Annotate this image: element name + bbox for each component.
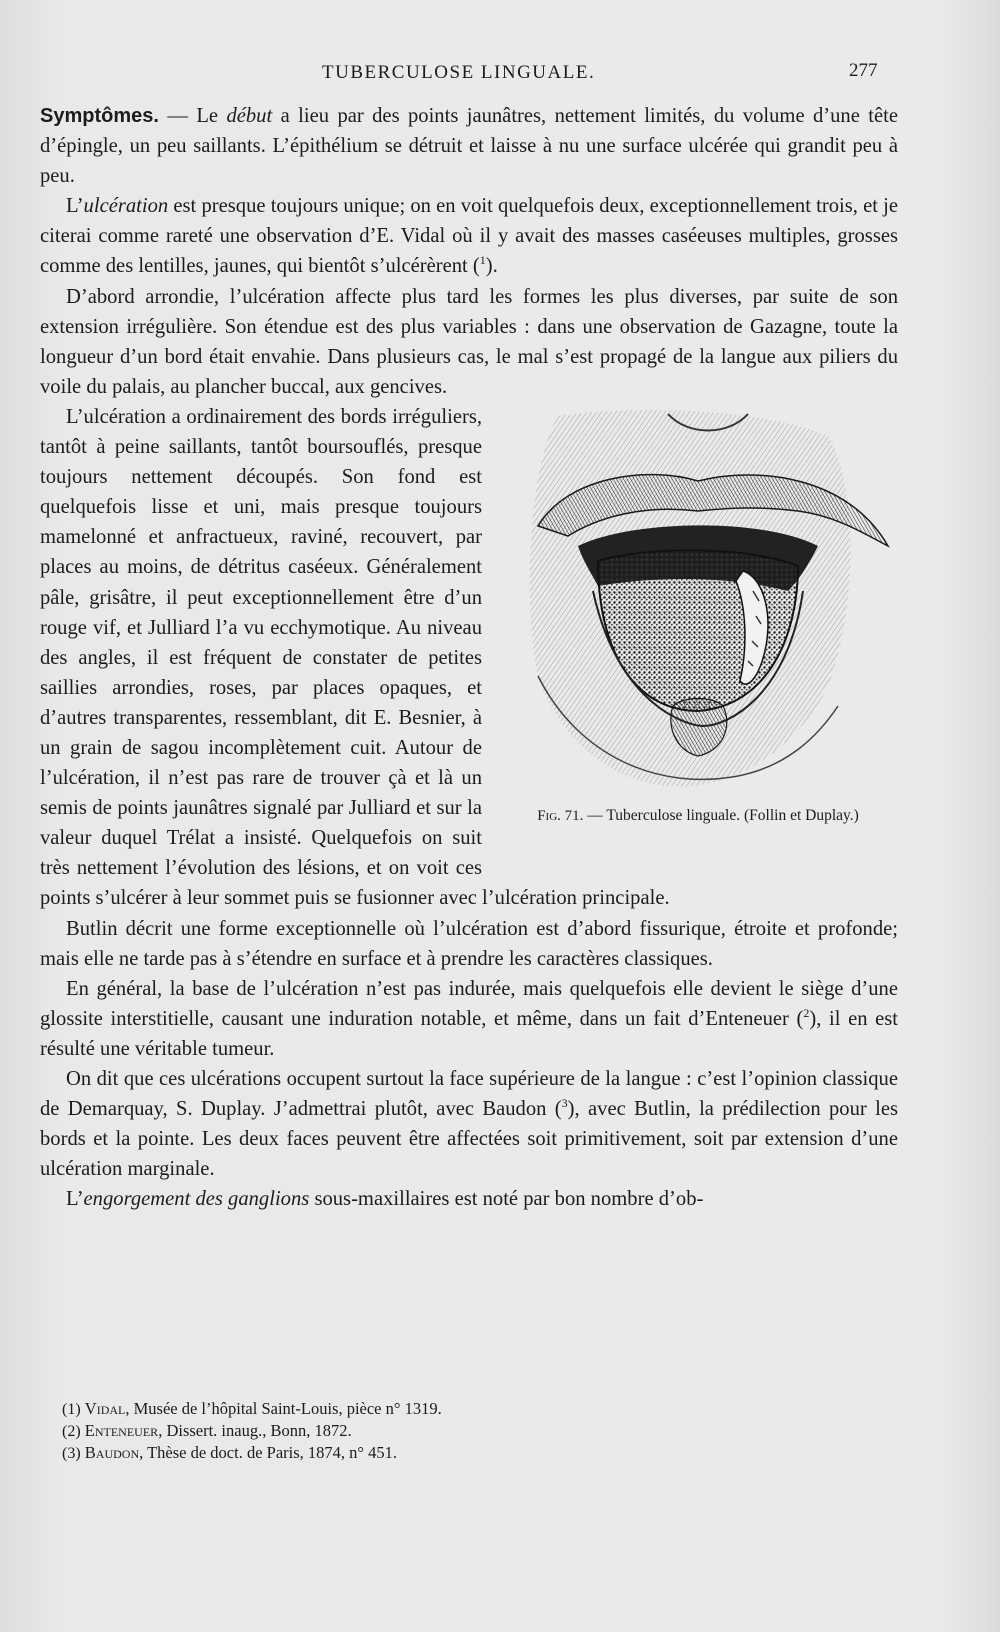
italic-term: début <box>226 105 273 127</box>
running-title: TUBERCULOSE LINGUALE. <box>322 62 596 83</box>
text-run: ). <box>485 255 498 278</box>
paragraph-forme <box>40 282 898 402</box>
text-run: Butlin décrit une forme exceptionnelle où l’ulcération est d’abord fissurique, étroite et profonde; mais elle ne tarde pas à s’étendre en surface et à prendre les caractères classiques. <box>40 917 898 970</box>
text-run: L’ <box>66 195 84 218</box>
footnote-ref: 3 <box>561 1096 568 1111</box>
footnote-text: , Thèse de doct. de Paris, 1874, n° 451. <box>139 1443 398 1462</box>
footnote-mark: (2) <box>62 1423 81 1440</box>
text-run: est presque toujours unique; on en voit quelquefois deux, exceptionnellement trois, et je citerai comme rareté une observation d’E. Vidal où il y avait des masses caséeuses multiples, grosses comme des lentilles, jaunes, qui bientôt s’ulcérèrent ( <box>40 195 898 278</box>
text-run: ), il en est résulté une véritable tumeur. <box>40 1007 898 1060</box>
footnote-1 <box>62 1398 882 1420</box>
paragraph-butlin <box>40 914 898 974</box>
text-run: — Le <box>158 105 227 127</box>
italic-term: ulcération <box>83 195 169 218</box>
text-run: sous-maxillaires est noté par bon nombre d’ob- <box>309 1188 704 1211</box>
text-run: L’ulcération a ordinairement des bords irréguliers, tantôt à peine saillants, tantôt boursouflés, presque toujours nettement découpés. Son fond est quelquefois lisse et uni, mais presque toujours mamelonné et anfractueux, raviné, recouvert, par places au moins, de détritus caséeux. Généralement pâle, grisâtre, il peut exceptionnellement être d’un rouge vif, et Julliard l’a vu ecchymotique. Au niveau des angles, il est fréquent de constater de petites saillies arrondies, roses, par places opaques, et d’autres transparentes, ressemblant, dit E. Besnier, à un grain de sagou incomplètement cuit. Autour de l’ulcération, il n’est pas rare de trouver çà et là un semis de points jaunâtres signalé par Julliard et sur la valeur duquel Trélat a insisté. Quelquefois on suit très nettement l’évolution des lésions, et on voit ces points s’ulcérer à leur sommet puis se fusionner avec l’ulcération principale. <box>40 405 670 910</box>
paragraph-ulceration <box>40 191 898 281</box>
footnote-mark: (1) <box>62 1401 81 1418</box>
text-run: D’abord arrondie, l’ulcération affecte plus tard les formes les plus diverses, par suite de son extension irrégulière. Son étendue est des plus variables : dans une observation de Gazagne, toute la longueur d’un bord était envahie. Dans plusieurs cas, le mal s’est propagé de la langue aux piliers du voile du palais, au plancher buccal, aux gencives. <box>40 285 898 398</box>
footnote-ref: 2 <box>803 1005 810 1020</box>
text-run: On dit que ces ulcérations occupent surtout la face supérieure de la langue : c’est l’opinion classique de Demarquay, S. Duplay. J’admettrai plutôt, avec Baudon ( <box>40 1068 898 1121</box>
text-run: L’ <box>66 1188 84 1211</box>
footnote-text: , Musée de l’hôpital Saint-Louis, pièce n° 1319. <box>125 1399 442 1418</box>
footnotes <box>62 1398 882 1464</box>
paragraph-siege <box>40 1064 898 1184</box>
footnote-author: Vidal <box>84 1399 126 1418</box>
text-run: ), avec Butlin, la prédilection pour les bords et la pointe. Les deux faces peuvent être affectées soit primitivement, soit par extension d’une ulcération marginale. <box>40 1098 898 1181</box>
footnote-text: , Dissert. inaug., Bonn, 1872. <box>158 1421 352 1440</box>
figure-caption-text: — Tuberculose linguale. (Follin et Duplay.) <box>583 806 859 824</box>
body-text <box>40 101 898 1214</box>
footnote-author: Baudon <box>84 1443 140 1462</box>
figure-label: Fig. 71. <box>537 807 584 824</box>
text-run: a lieu par des points jaunâtres, nettement limités, du volume d’une tête d’épingle, un peu saillants. L’épithélium se détruit et laisse à nu une surface ulcérée qui grandit peu à peu. <box>40 105 898 188</box>
italic-term: engorgement des ganglions <box>83 1188 310 1211</box>
footnote-author: Enteneuer <box>84 1421 159 1440</box>
figure-caption <box>498 806 898 826</box>
footnote-3 <box>62 1442 882 1464</box>
section-heading: Symptômes. <box>40 105 159 127</box>
running-head <box>0 62 1000 92</box>
text-run: En général, la base de l’ulcération n’est pas indurée, mais quelquefois elle devient le siège d’une glossite interstitielle, causant une induration notable, et même, dans un fait d’Enteneuer ( <box>40 977 898 1030</box>
paragraph-symptomes <box>40 101 898 191</box>
footnote-mark: (3) <box>62 1445 81 1462</box>
tongue-engraving-illustration <box>498 406 898 806</box>
figure-71 <box>498 406 898 850</box>
footnote-2 <box>62 1420 882 1442</box>
paragraph-ganglions <box>40 1184 898 1214</box>
footnote-ref: 1 <box>479 253 486 268</box>
paragraph-induration <box>40 974 898 1064</box>
page-number: 277 <box>849 60 878 81</box>
